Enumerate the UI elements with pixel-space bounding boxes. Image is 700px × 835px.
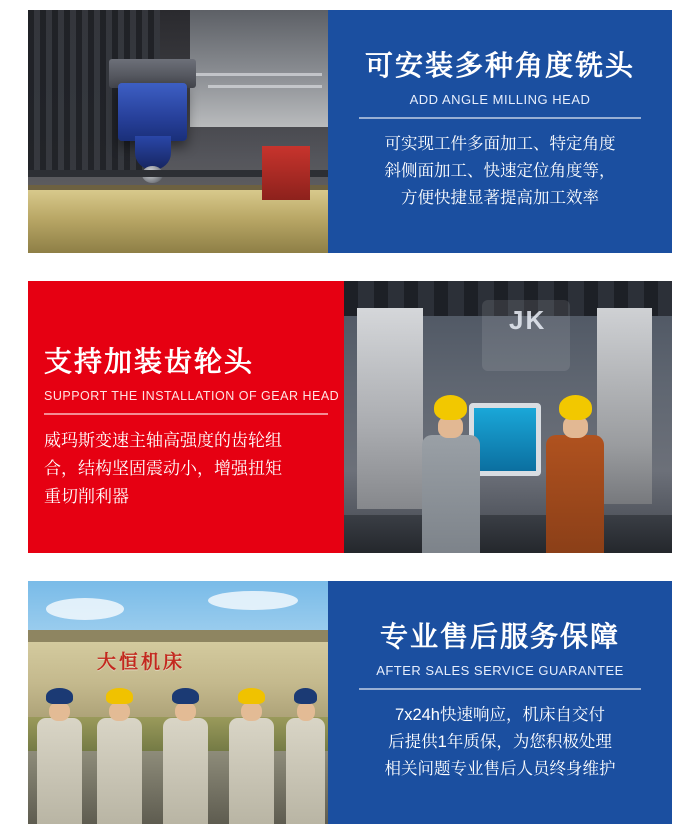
worker-body <box>546 435 604 553</box>
team-member <box>226 688 277 824</box>
section-subhead: AFTER SALES SERVICE GUARANTEE <box>376 662 624 678</box>
team-member <box>34 688 85 824</box>
team-member-uniform <box>97 718 142 824</box>
section-subhead: SUPPORT THE INSTALLATION OF GEAR HEAD <box>44 389 340 404</box>
section-divider <box>359 688 641 690</box>
after-sales-text-panel <box>328 581 672 824</box>
section-divider <box>44 413 328 415</box>
section-body-line: 7x24h快速响应，机床自交付 <box>395 705 605 724</box>
company-sign-text: 大恒机床 <box>97 651 186 673</box>
worker-body <box>422 435 480 553</box>
section-gear-head <box>28 281 672 553</box>
section-headline: 支持加装齿轮头 <box>44 345 255 377</box>
factory-floor <box>344 515 672 553</box>
team-member-face <box>241 702 261 721</box>
section-body-line: 合，结构坚固震动小，增强扭矩 <box>44 459 282 479</box>
section-body-line: 重切削利器 <box>44 487 129 507</box>
cloud <box>46 598 124 620</box>
machine-background <box>190 10 328 127</box>
machine-guard-line-secondary <box>208 85 322 88</box>
team-member-uniform <box>163 718 208 824</box>
section-body <box>385 131 616 213</box>
cap-icon <box>106 688 133 704</box>
safety-helmet-icon <box>559 395 592 420</box>
worker-left <box>416 395 485 553</box>
section-headline: 专业售后服务保障 <box>379 620 620 652</box>
section-body <box>385 702 616 784</box>
machine-logo-text: JK <box>509 305 547 336</box>
team-member-face <box>297 702 315 721</box>
section-headline: 可安装多种角度铣头 <box>364 49 635 81</box>
section-body-line: 方便快捷显著提高加工效率 <box>401 189 599 207</box>
worker-right <box>541 395 610 553</box>
angle-milling-head <box>118 83 187 141</box>
section-body-line: 威玛斯变速主轴高强度的齿轮组 <box>44 431 282 451</box>
section-divider <box>359 117 641 119</box>
section-after-sales <box>28 581 672 824</box>
section-subhead: ADD ANGLE MILLING HEAD <box>409 91 591 107</box>
cap-icon <box>294 688 317 704</box>
section-body-line: 相关问题专业售后人员终身维护 <box>384 760 616 778</box>
cloud <box>208 591 298 610</box>
workers-operating-machine-photo <box>344 281 672 553</box>
cap-icon <box>238 688 265 704</box>
cap-icon <box>46 688 73 704</box>
team-member-face <box>175 702 195 721</box>
section-body-line: 后提供1年质保，为您积极处理 <box>388 732 612 751</box>
team-member-uniform <box>229 718 274 824</box>
machine-guard-line <box>190 73 322 76</box>
cap-icon <box>172 688 199 704</box>
gear-head-text-panel <box>28 281 344 553</box>
service-team-photo <box>28 581 328 824</box>
building-roof-edge <box>28 630 328 642</box>
section-body-line: 可实现工件多面加工、特定角度 <box>384 134 616 153</box>
team-member <box>283 688 328 824</box>
section-angle-milling-head <box>28 10 672 253</box>
team-member <box>94 688 145 824</box>
angle-milling-head-text-panel <box>328 10 672 253</box>
section-body-line: 斜侧面加工、快速定位角度等， <box>384 161 616 180</box>
red-door <box>262 146 310 199</box>
team-member <box>160 688 211 824</box>
team-member-face <box>49 702 69 721</box>
team-member-uniform <box>286 718 326 824</box>
section-body <box>44 427 282 511</box>
machine-column-left <box>357 308 423 509</box>
team-member-face <box>109 702 129 721</box>
team-member-uniform <box>37 718 82 824</box>
cnc-angle-milling-head-photo <box>28 10 328 253</box>
safety-helmet-icon <box>434 395 467 420</box>
